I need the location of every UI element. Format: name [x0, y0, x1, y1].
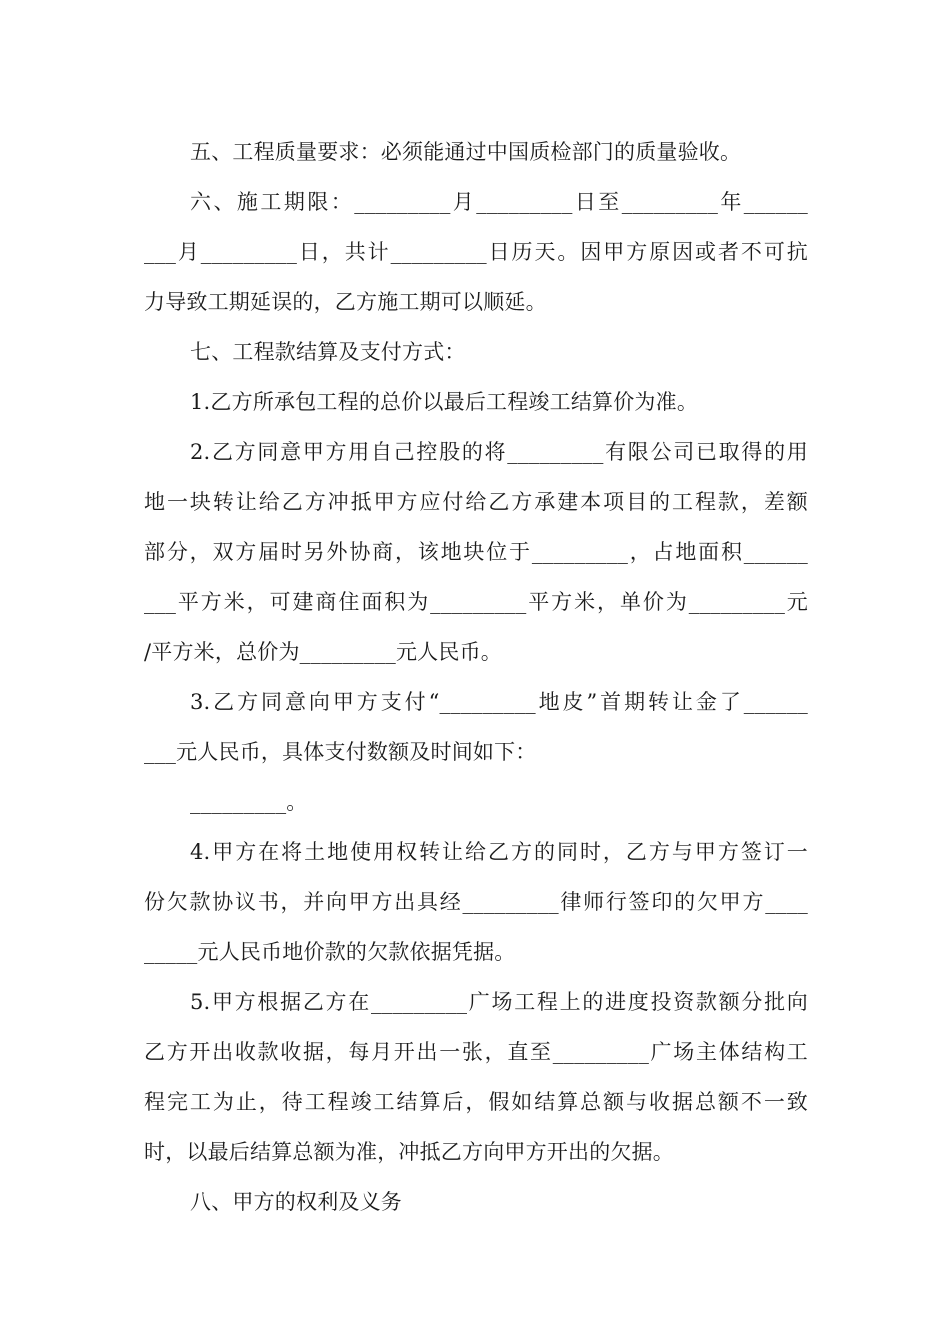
clause-7-5-line-1: 5.甲方根据乙方在_________广场工程上的进度投资款额分批向 [190, 990, 808, 1014]
clause-7-5-line-4: 时，以最后结算总额为准，冲抵乙方向甲方开出的欠据。 [144, 1140, 674, 1164]
clause-7-2-line-2: 地一块转让给乙方冲抵甲方应付给乙方承建本项目的工程款，差额 [144, 490, 808, 514]
clause-7-4-line-2: 份欠款协议书，并向甲方出具经_________律师行签印的欠甲方____ [144, 890, 808, 914]
clause-7-2-line-4: ___平方米，可建商住面积为_________平方米，单价为_________元 [144, 590, 808, 614]
clause-7-3-blank: _________。 [190, 790, 308, 814]
clause-7-2-line-5: /平方米，总价为_________元人民币。 [144, 640, 502, 664]
clause-7-2-line-3: 部分，双方届时另外协商，该地块位于_________，占地面积______ [144, 540, 808, 564]
section-6-construction-period-line-2: ___月_________日，共计_________日历天。因甲方原因或者不可抗 [144, 240, 808, 264]
clause-7-2-line-1: 2.乙方同意甲方用自己控股的将_________有限公司已取得的用 [190, 440, 808, 464]
section-6-construction-period-line-3: 力导致工期延误的，乙方施工期可以顺延。 [144, 290, 547, 314]
clause-7-1: 1.乙方所承包工程的总价以最后工程竣工结算价为准。 [190, 390, 699, 414]
section-7-heading: 七、工程款结算及支付方式： [190, 340, 466, 364]
clause-7-3-line-2: ___元人民币，具体支付数额及时间如下： [144, 740, 537, 764]
clause-7-5-line-2: 乙方开出收款收据，每月开出一张，直至_________广场主体结构工 [144, 1040, 808, 1064]
clause-7-5-line-3: 程完工为止，待工程竣工结算后，假如结算总额与收据总额不一致 [144, 1090, 808, 1114]
section-5-quality-requirement: 五、工程质量要求：必须能通过中国质检部门的质量验收。 [190, 140, 742, 164]
clause-7-3-line-1: 3.乙方同意向甲方支付“_________地皮”首期转让金了______ [190, 690, 808, 714]
clause-7-4-line-3: _____元人民币地价款的欠款依据凭据。 [144, 940, 516, 964]
section-6-construction-period-line-1: 六、施工期限：_________月_________日至_________年______ [190, 190, 808, 214]
clause-7-4-line-1: 4.甲方在将土地使用权转让给乙方的同时，乙方与甲方签订一 [190, 840, 808, 864]
section-8-heading: 八、甲方的权利及义务 [190, 1190, 402, 1214]
